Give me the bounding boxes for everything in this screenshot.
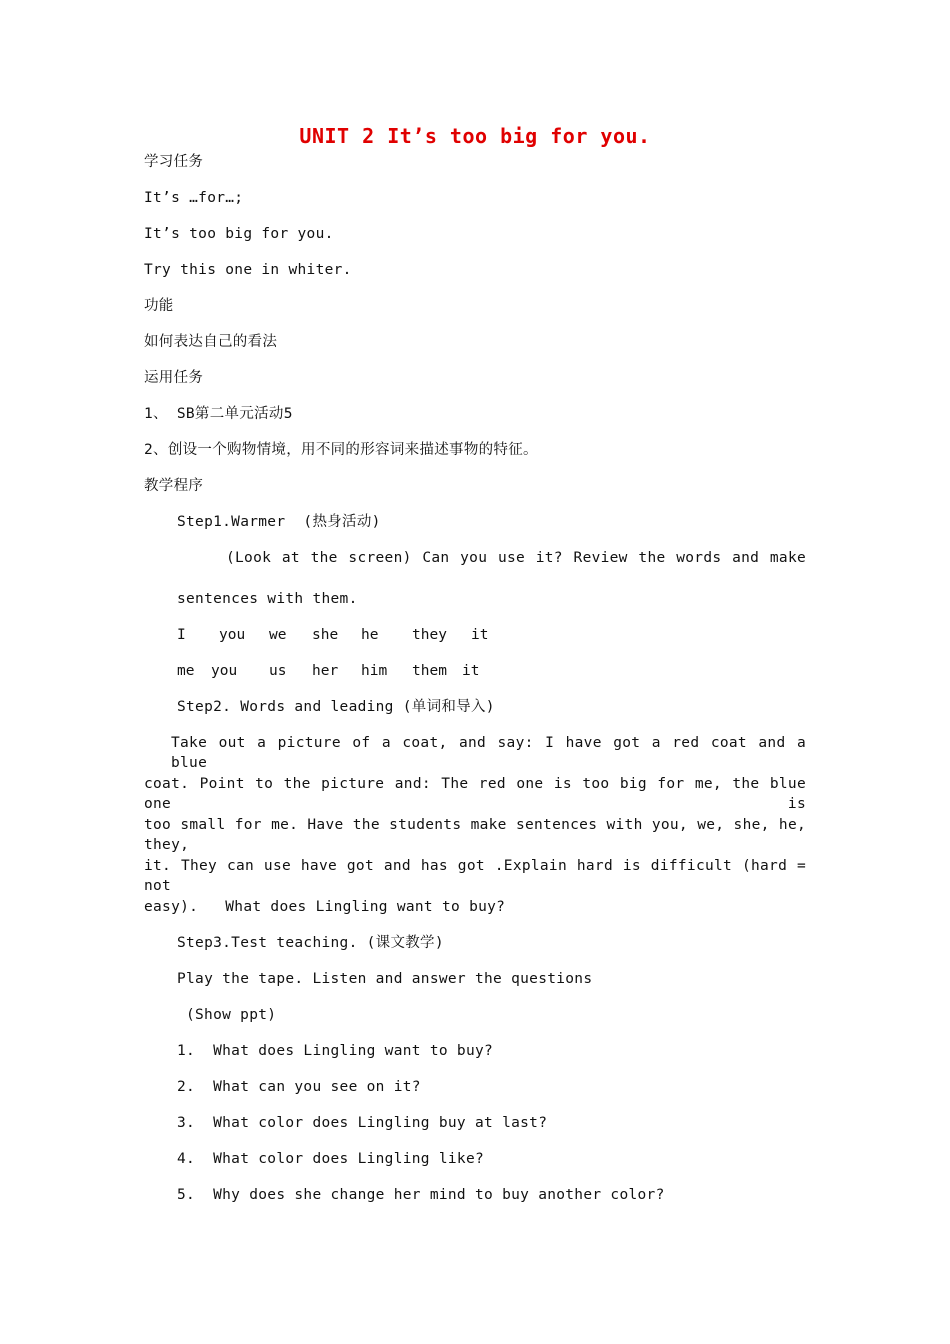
question-item: 5. Why does she change her mind to buy another color?: [177, 1187, 665, 1203]
step2-paragraph-line: Take out a picture of a coat, and say: I have got a red coat and a blue: [171, 735, 806, 771]
heading-use-tasks: 运用任务: [144, 370, 204, 386]
task-line-2: It’s too big for you.: [144, 226, 334, 242]
step1-text-line-1: (Look at the screen) Can you use it? Review the words and make: [226, 550, 806, 566]
step1-title: Step1.Warmer (热身活动): [177, 514, 381, 530]
step2-paragraph-line: coat. Point to the picture and: The red one is too big for me, the blue one is: [144, 776, 806, 812]
pronoun-word: he: [361, 627, 379, 643]
step2-paragraph-last-line: easy). What does Lingling want to buy?: [144, 899, 506, 915]
use-task-item-2: 2、创设一个购物情境，用不同的形容词来描述事物的特征。: [144, 442, 538, 458]
question-item: 4. What color does Lingling like?: [177, 1151, 485, 1167]
question-item: 1. What does Lingling want to buy?: [177, 1043, 494, 1059]
step1-text-line-2: sentences with them.: [177, 591, 358, 607]
step3-title: Step3.Test teaching. (课文教学): [177, 935, 444, 951]
step3-instruction: Play the tape. Listen and answer the questions: [177, 971, 593, 987]
function-text: 如何表达自己的看法: [144, 334, 278, 350]
heading-procedure: 教学程序: [144, 478, 204, 494]
pronoun-word: you: [219, 627, 246, 643]
pronoun-word: them: [412, 663, 447, 679]
heading-learning-tasks: 学习任务: [144, 154, 204, 170]
document-title: UNIT 2 It’s too big for you.: [299, 124, 651, 148]
heading-function: 功能: [144, 298, 174, 314]
pronoun-word: I: [177, 627, 186, 643]
pronoun-word: we: [269, 627, 287, 643]
use-task-item-1: 1、 SB第二单元活动5: [144, 406, 293, 422]
pronoun-word: him: [361, 663, 388, 679]
step2-title: Step2. Words and leading (单词和导入): [177, 699, 495, 715]
pronoun-word: it: [471, 627, 489, 643]
pronoun-word: you: [211, 663, 238, 679]
task-line-3: Try this one in whiter.: [144, 262, 352, 278]
step3-show-ppt: (Show ppt): [186, 1007, 277, 1023]
task-line-1: It’s …for…;: [144, 190, 244, 206]
question-item: 3. What color does Lingling buy at last?: [177, 1115, 548, 1131]
question-item: 2. What can you see on it?: [177, 1079, 421, 1095]
step2-paragraph-line: too small for me. Have the students make sentences with you, we, she, he, they,: [144, 817, 806, 853]
step2-paragraph-line: it. They can use have got and has got .Explain hard is difficult (hard = not: [144, 858, 806, 894]
pronoun-word: she: [312, 627, 339, 643]
pronoun-word: us: [269, 663, 287, 679]
pronoun-word: it: [462, 663, 480, 679]
pronoun-word: her: [312, 663, 339, 679]
pronoun-word: me: [177, 663, 195, 679]
pronoun-word: they: [412, 627, 447, 643]
